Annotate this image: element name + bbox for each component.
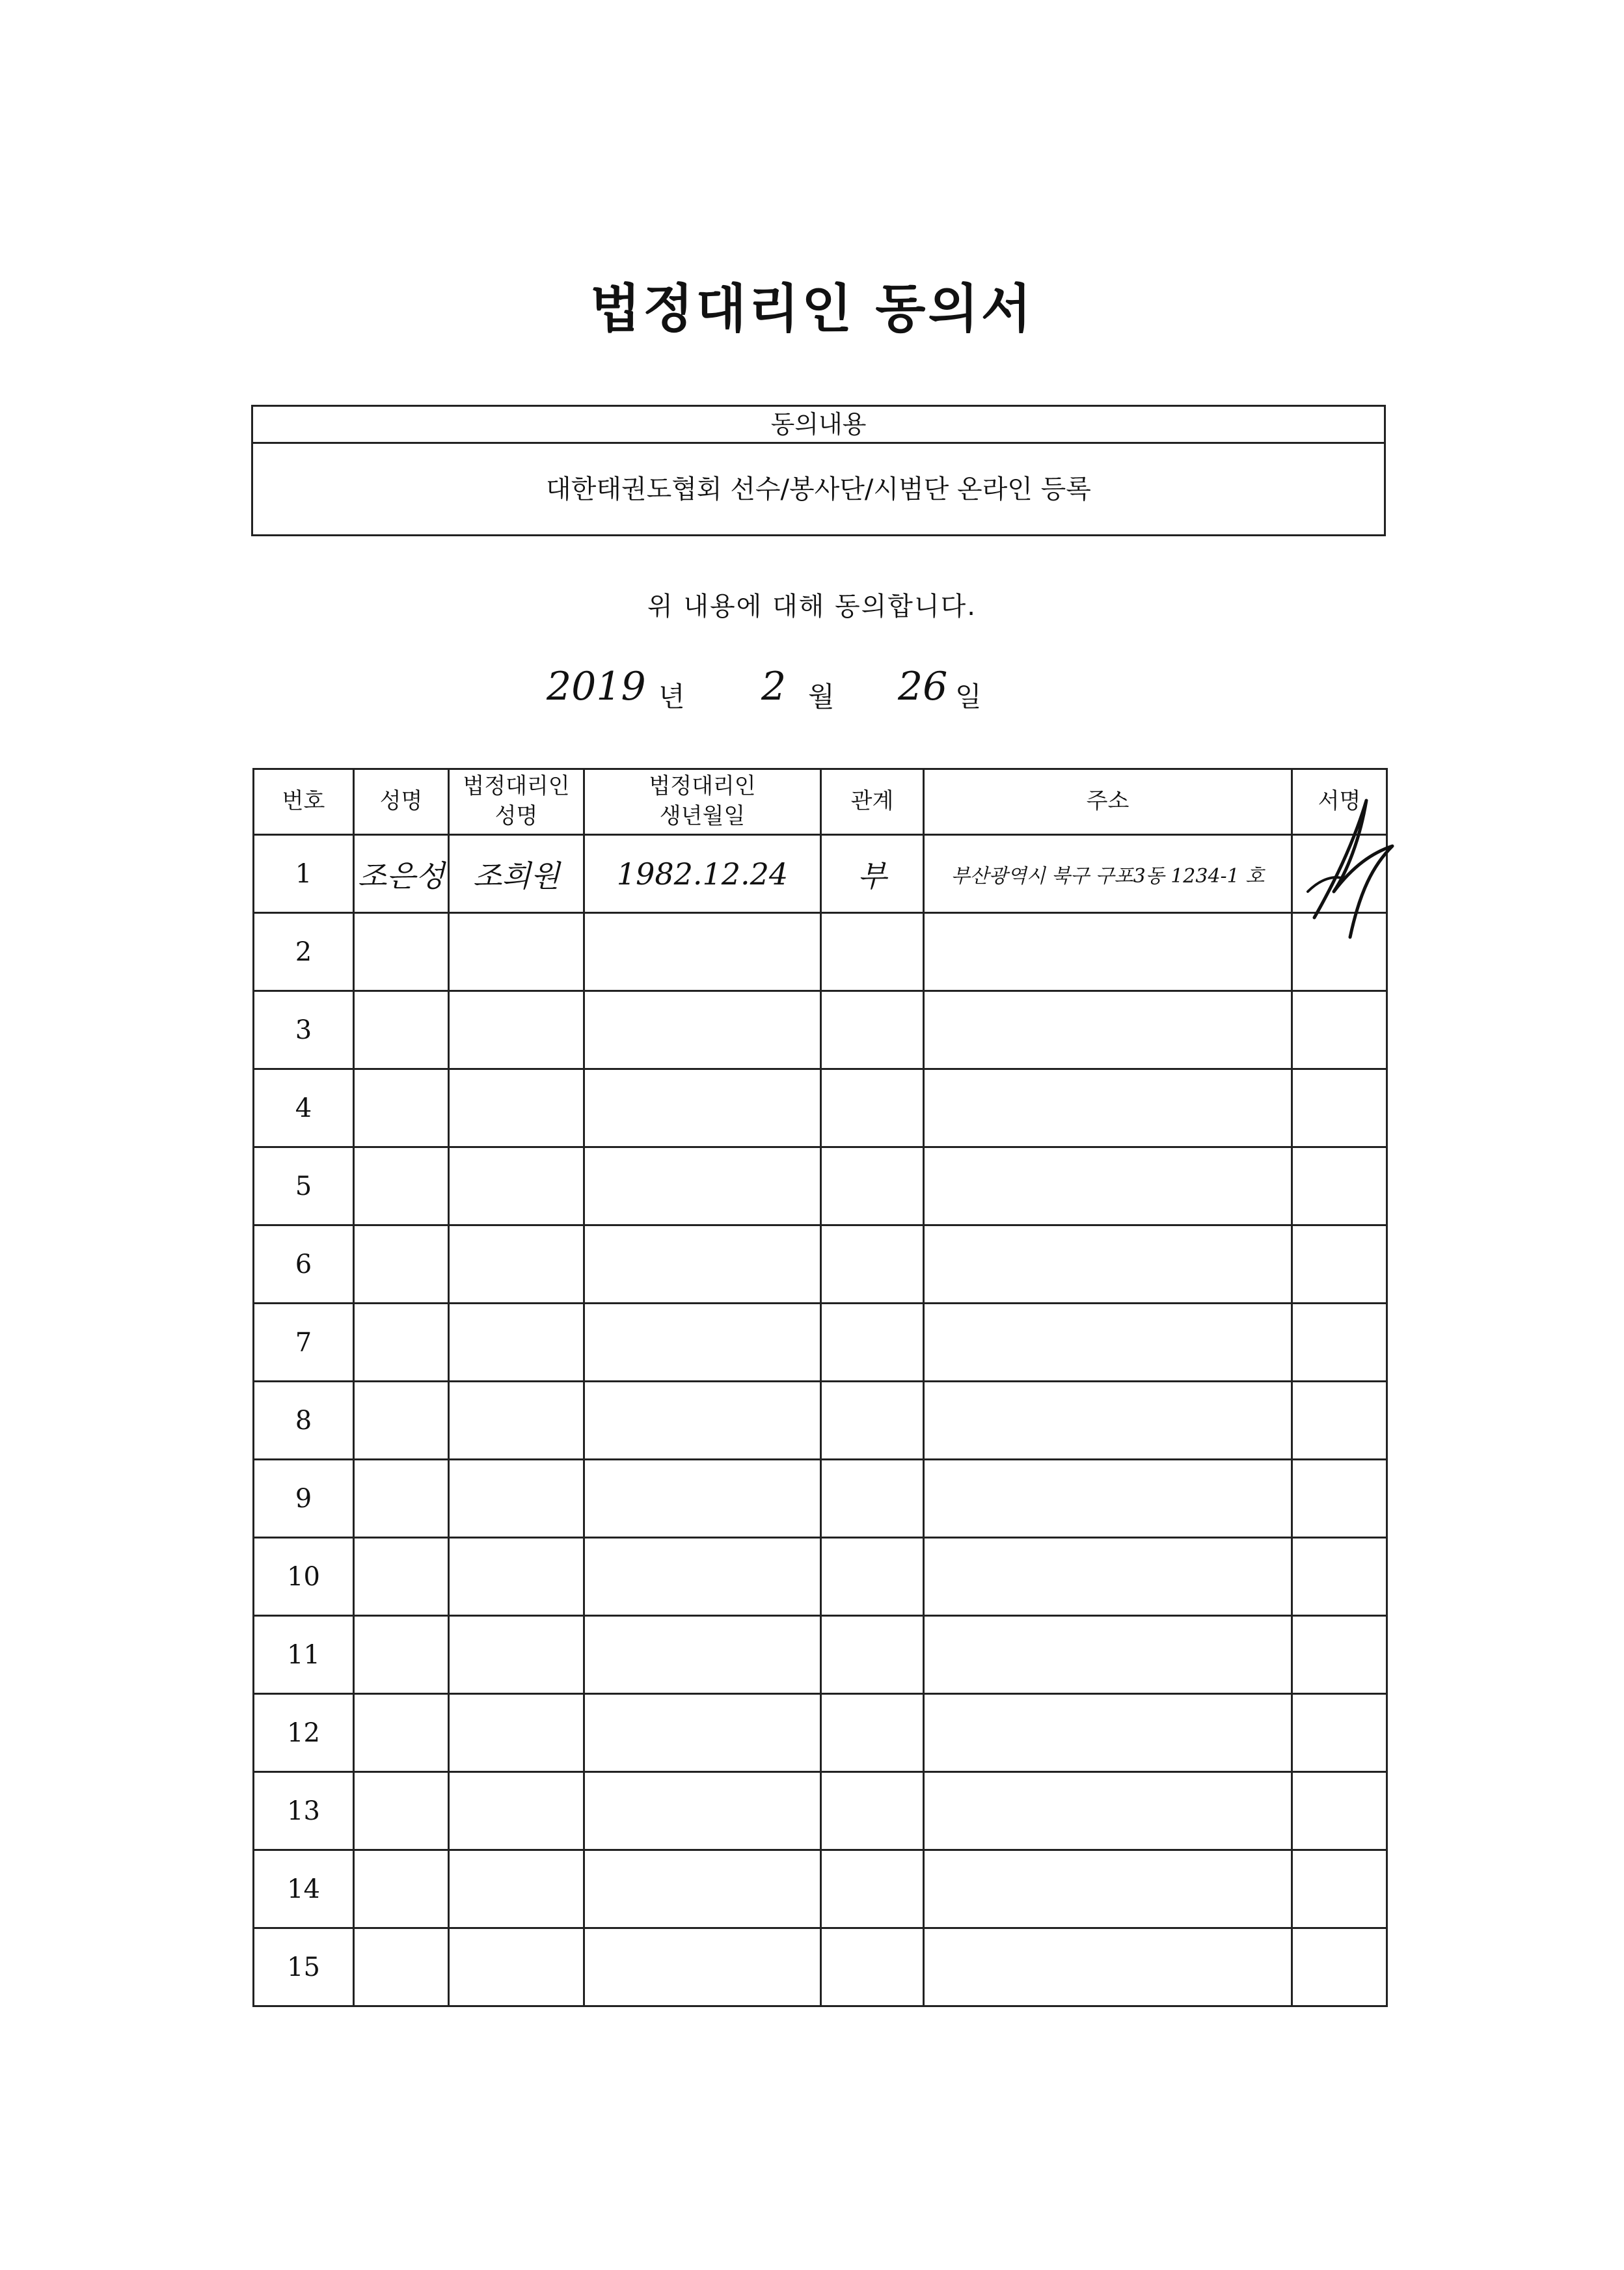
table-row	[254, 1069, 1387, 1147]
cell-name[interactable]	[354, 1928, 449, 2006]
date-year-label: 년	[658, 681, 685, 713]
cell-signature	[1292, 1928, 1387, 2006]
header-name: 성명	[354, 769, 449, 835]
cell-name[interactable]	[354, 1772, 449, 1850]
cell-guardian-birth[interactable]	[584, 1538, 821, 1616]
cell-address[interactable]	[924, 1147, 1292, 1225]
cell-relation[interactable]	[821, 1928, 924, 2006]
cell-address[interactable]: 부산광역시 북구 구포3동 1234-1 호	[924, 835, 1292, 913]
cell-name[interactable]	[354, 1460, 449, 1538]
row-number: 8	[254, 1382, 354, 1460]
row-number: 4	[254, 1069, 354, 1147]
cell-guardian-name[interactable]	[449, 913, 584, 991]
header-address: 주소	[924, 769, 1292, 835]
date-month[interactable]: 2	[761, 664, 787, 709]
cell-signature	[1292, 1772, 1387, 1850]
cell-signature	[1292, 1225, 1387, 1304]
cell-signature	[1292, 991, 1387, 1069]
cell-signature	[1292, 1382, 1387, 1460]
cell-name[interactable]	[354, 1147, 449, 1225]
header-guardian-birth: 법정대리인 생년월일	[584, 769, 821, 835]
consent-content: 대한태권도협회 선수/봉사단/시범단 온라인 등록	[546, 474, 1091, 504]
consent-box	[251, 405, 1386, 536]
registration-table	[252, 768, 1388, 2007]
table-row	[254, 1928, 1387, 2006]
cell-address[interactable]	[924, 1616, 1292, 1694]
cell-name[interactable]	[354, 991, 449, 1069]
table-row	[254, 1382, 1387, 1460]
cell-signature	[1292, 1538, 1387, 1616]
table-row	[254, 1460, 1387, 1538]
table-row	[254, 1225, 1387, 1304]
table-row	[254, 1772, 1387, 1850]
date-month-label: 월	[808, 681, 835, 713]
row-number: 6	[254, 1225, 354, 1304]
cell-relation[interactable]	[821, 1225, 924, 1304]
cell-relation[interactable]	[821, 1616, 924, 1694]
cell-name[interactable]	[354, 1069, 449, 1147]
cell-relation[interactable]	[821, 913, 924, 991]
cell-signature	[1292, 1694, 1387, 1772]
table-row	[254, 1694, 1387, 1772]
row-number: 13	[254, 1772, 354, 1850]
cell-relation[interactable]	[821, 1460, 924, 1538]
cell-guardian-name[interactable]	[449, 1850, 584, 1928]
cell-guardian-name[interactable]	[449, 1928, 584, 2006]
cell-name[interactable]	[354, 1538, 449, 1616]
cell-relation[interactable]	[821, 1694, 924, 1772]
date-day[interactable]: 26	[898, 664, 948, 709]
cell-name[interactable]	[354, 1694, 449, 1772]
row-number: 11	[254, 1616, 354, 1694]
row-number: 3	[254, 991, 354, 1069]
table-row	[254, 835, 1387, 913]
date-year[interactable]: 2019	[547, 664, 646, 709]
cell-address[interactable]	[924, 1382, 1292, 1460]
cell-guardian-birth[interactable]	[584, 1850, 821, 1928]
cell-address[interactable]	[924, 1225, 1292, 1304]
cell-name[interactable]	[354, 1850, 449, 1928]
cell-guardian-name[interactable]	[449, 1772, 584, 1850]
cell-signature	[1292, 1850, 1387, 1928]
header-no: 번호	[254, 769, 354, 835]
cell-relation[interactable]	[821, 1304, 924, 1382]
table-row	[254, 1850, 1387, 1928]
cell-guardian-name[interactable]	[449, 1225, 584, 1304]
cell-guardian-name[interactable]	[449, 1304, 584, 1382]
cell-guardian-birth[interactable]	[584, 1382, 821, 1460]
cell-name[interactable]: 조은성	[354, 835, 449, 913]
cell-relation[interactable]	[821, 1382, 924, 1460]
row-number: 5	[254, 1147, 354, 1225]
cell-name[interactable]	[354, 1616, 449, 1694]
consent-header: 동의내용	[253, 407, 1384, 444]
cell-guardian-birth[interactable]	[584, 1147, 821, 1225]
cell-relation[interactable]	[821, 1772, 924, 1850]
cell-relation[interactable]	[821, 1538, 924, 1616]
date-line	[0, 664, 1624, 722]
cell-guardian-name[interactable]	[449, 1460, 584, 1538]
cell-guardian-birth[interactable]	[584, 1616, 821, 1694]
row-number: 2	[254, 913, 354, 991]
cell-guardian-birth[interactable]	[584, 1460, 821, 1538]
cell-signature	[1292, 1304, 1387, 1382]
table-header-row	[254, 769, 1387, 835]
document-title: 법정대리인 동의서	[589, 279, 1035, 339]
cell-name[interactable]	[354, 1304, 449, 1382]
table-row	[254, 1304, 1387, 1382]
cell-guardian-name[interactable]	[449, 991, 584, 1069]
cell-name[interactable]	[354, 1382, 449, 1460]
cell-signature	[1292, 1147, 1387, 1225]
cell-relation[interactable]	[821, 991, 924, 1069]
table-row	[254, 1616, 1387, 1694]
cell-relation[interactable]	[821, 1850, 924, 1928]
cell-address[interactable]	[924, 1772, 1292, 1850]
row-number: 12	[254, 1694, 354, 1772]
cell-name[interactable]	[354, 1225, 449, 1304]
row-number: 10	[254, 1538, 354, 1616]
cell-address[interactable]	[924, 1850, 1292, 1928]
cell-address[interactable]	[924, 913, 1292, 991]
cell-guardian-birth[interactable]	[584, 913, 821, 991]
cell-name[interactable]	[354, 913, 449, 991]
cell-guardian-birth[interactable]	[584, 1304, 821, 1382]
cell-guardian-birth[interactable]: 1982.12.24	[584, 835, 821, 913]
cell-relation[interactable]: 부	[821, 835, 924, 913]
cell-guardian-birth[interactable]	[584, 1069, 821, 1147]
row-number: 7	[254, 1304, 354, 1382]
cell-address[interactable]	[924, 991, 1292, 1069]
cell-guardian-name[interactable]	[449, 1382, 584, 1460]
cell-guardian-name[interactable]	[449, 1538, 584, 1616]
table-row	[254, 991, 1387, 1069]
cell-address[interactable]	[924, 1069, 1292, 1147]
cell-address[interactable]	[924, 1694, 1292, 1772]
cell-signature	[1292, 1069, 1387, 1147]
cell-guardian-birth[interactable]	[584, 991, 821, 1069]
cell-relation[interactable]	[821, 1147, 924, 1225]
row-number: 1	[254, 835, 354, 913]
cell-signature	[1292, 1616, 1387, 1694]
cell-guardian-name[interactable]	[449, 1694, 584, 1772]
cell-guardian-birth[interactable]	[584, 1694, 821, 1772]
table-row	[254, 913, 1387, 991]
date-day-label: 일	[955, 681, 982, 713]
table-row	[254, 1147, 1387, 1225]
cell-guardian-name[interactable]	[449, 1147, 584, 1225]
row-number: 9	[254, 1460, 354, 1538]
cell-guardian-birth[interactable]	[584, 1928, 821, 2006]
table-row	[254, 1538, 1387, 1616]
header-guardian-name: 법정대리인 성명	[449, 769, 584, 835]
cell-address[interactable]	[924, 1304, 1292, 1382]
cell-guardian-name[interactable]	[449, 1616, 584, 1694]
signature-mark	[1295, 794, 1399, 957]
header-relation: 관계	[821, 769, 924, 835]
cell-address[interactable]	[924, 1538, 1292, 1616]
header-signature: 서명	[1292, 769, 1387, 835]
cell-signature	[1292, 1460, 1387, 1538]
agreement-text: 위 내용에 대해 동의합니다.	[647, 592, 977, 622]
cell-guardian-name[interactable]: 조희원	[449, 835, 584, 913]
cell-address[interactable]	[924, 1460, 1292, 1538]
cell-guardian-name[interactable]	[449, 1069, 584, 1147]
cell-guardian-birth[interactable]	[584, 1772, 821, 1850]
cell-relation[interactable]	[821, 1069, 924, 1147]
cell-guardian-birth[interactable]	[584, 1225, 821, 1304]
cell-address[interactable]	[924, 1928, 1292, 2006]
row-number: 14	[254, 1850, 354, 1928]
row-number: 15	[254, 1928, 354, 2006]
